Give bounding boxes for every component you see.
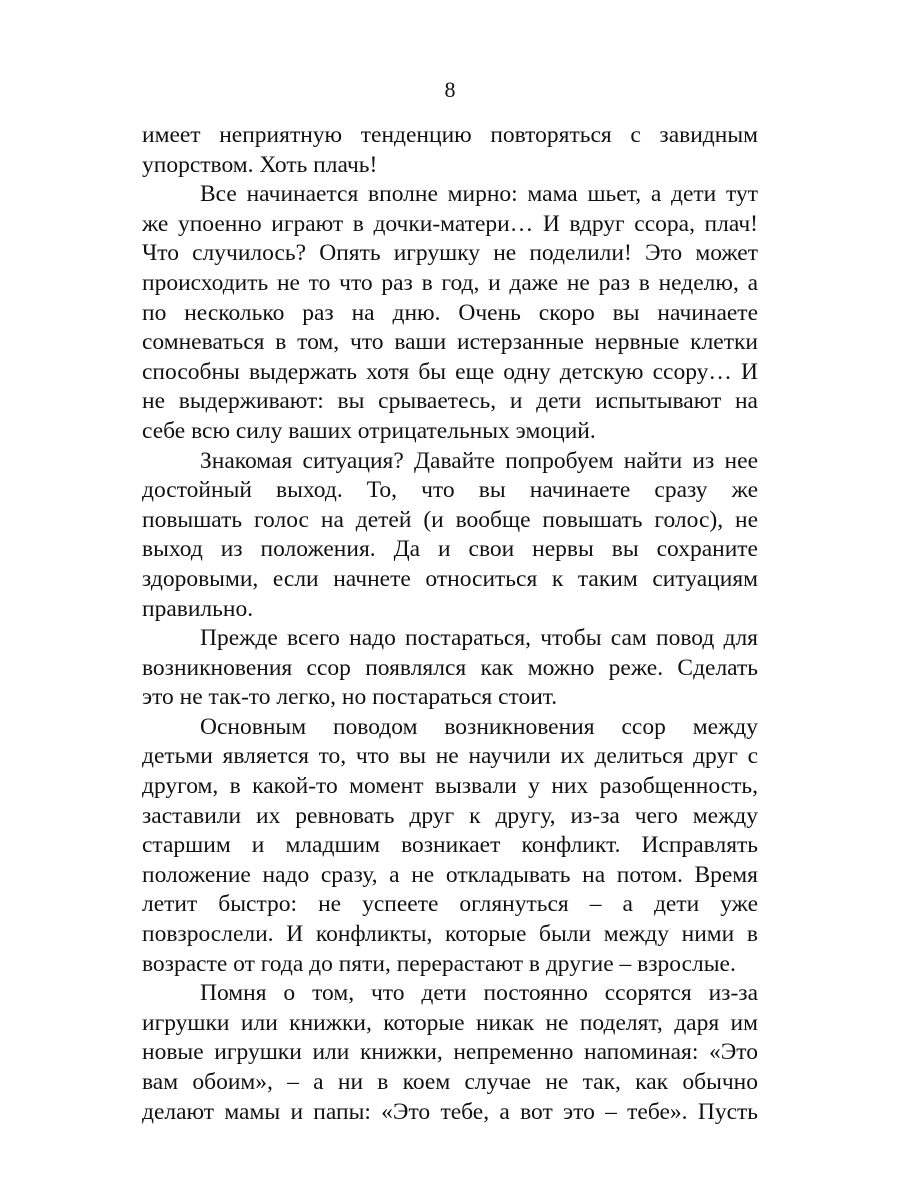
text-line: сомневаться в том, что ваши истерзанные нервные клетки <box>142 329 758 356</box>
page-number: 8 <box>444 77 456 102</box>
text-line: здоровыми, если начнете относиться к таким ситуациям <box>142 565 758 592</box>
text-line: новые игрушки или книжки, непременно напоминая: «Это <box>142 1039 758 1066</box>
text-line: по несколько раз на дню. Очень скоро вы начинаете <box>142 299 758 326</box>
paragraph-first-line: Основным поводом возникновения ссор между <box>200 713 758 740</box>
text-line: игрушки или книжки, которые никак не поделят, даря им <box>142 1009 758 1036</box>
text-line: заставили их ревновать друг к другу, из-за чего между <box>142 802 758 829</box>
text-line: же упоенно играют в дочки-матери… И вдруг ссора, плач! <box>142 210 758 237</box>
paragraph-first-line: Все начинается вполне мирно: мама шьет, а дети тут <box>200 181 758 208</box>
text-line: возрасте от года до пяти, перерастают в другие – взрослые. <box>142 950 736 977</box>
text-line: себе всю силу ваших отрицательных эмоций. <box>142 417 596 444</box>
text-line: старшим и младшим возникает конфликт. Исправлять <box>142 832 758 859</box>
text-line: повышать голос на детей (и вообще повышать голос), не <box>142 506 758 533</box>
text-line: летит быстро: не успеете оглянуться – а дети уже <box>142 891 758 918</box>
text-line: имеет неприятную тенденцию повторяться с завидным <box>142 122 758 148</box>
text-line: выход из положения. Да и свои нервы вы сохраните <box>142 536 758 563</box>
text-line: вам обоим», – а ни в коем случае не так, как обычно <box>142 1069 758 1095</box>
text-line: повзрослели. И конфликты, которые были между ними в <box>142 921 758 948</box>
text-line: правильно. <box>142 595 254 622</box>
text-line: возникновения ссор появлялся как можно реже. Сделать <box>142 654 758 681</box>
paragraph-first-line: Прежде всего надо постараться, чтобы сам повод для <box>200 625 758 652</box>
text-line: это не так-то легко, но постараться стоит. <box>142 684 558 711</box>
text-line: достойный выход. То, что вы начинаете сразу же <box>142 477 758 504</box>
text-line: детьми является то, что вы не научили их делиться друг с <box>142 743 758 770</box>
text-line: не выдерживают: вы срываетесь, и дети испытывают на <box>142 388 758 415</box>
text-line: Что случилось? Опять игрушку не поделили! Это может <box>142 240 758 267</box>
text-line: упорством. Хоть плачь! <box>142 151 378 178</box>
paragraph-first-line: Знакомая ситуация? Давайте попробуем найти из нее <box>200 447 758 474</box>
body-text <box>142 121 758 1127</box>
text-line: способны выдержать хотя бы еще одну детскую ссору… И <box>142 358 758 385</box>
text-line: положение надо сразу, а не откладывать на потом. Время <box>142 861 758 888</box>
text-line: делают мамы и папы: «Это тебе, а вот это – тебе». Пусть <box>142 1098 758 1125</box>
text-line: происходить не то что раз в год, и даже не раз в неделю, а <box>142 269 758 296</box>
text-line: другом, в какой-то момент вызвали у них разобщенность, <box>142 773 758 800</box>
paragraph-first-line: Помня о том, что дети постоянно ссорятся из-за <box>200 980 758 1007</box>
